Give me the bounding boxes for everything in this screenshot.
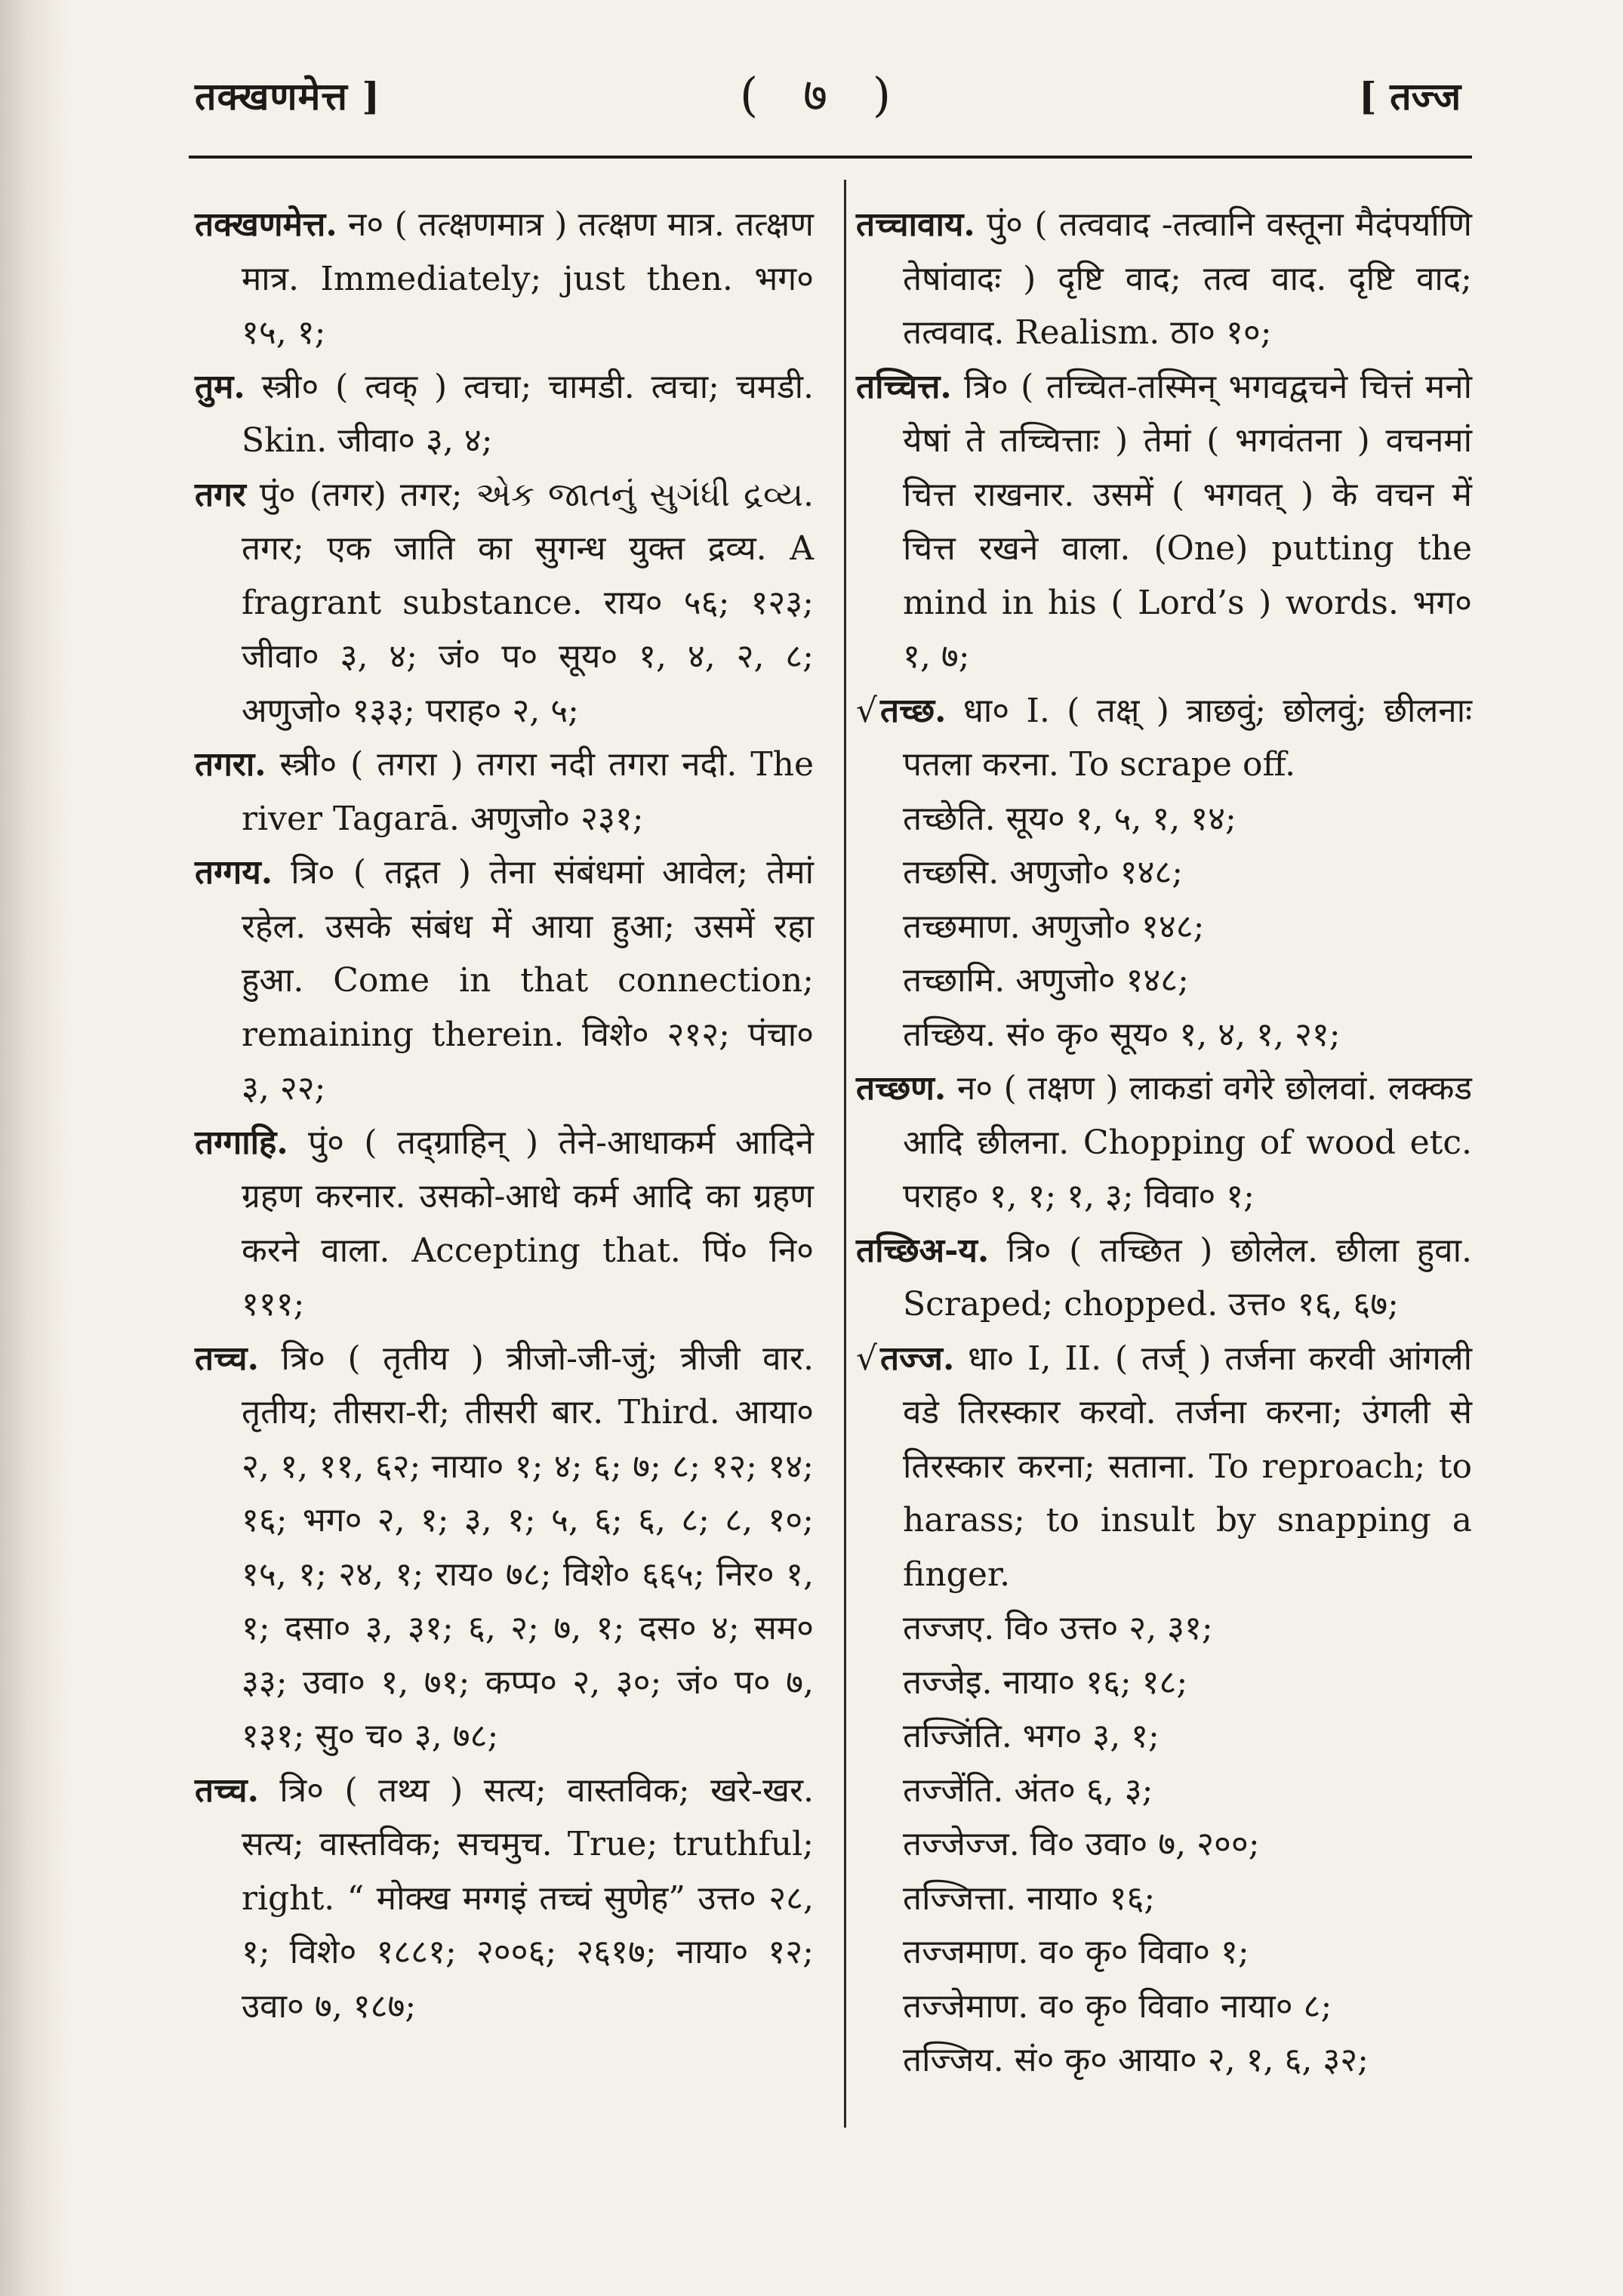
dictionary-entry xyxy=(856,1332,1472,1602)
entry-definition: त्रि० ( तृतीय ) त्रीजो-जी-जुं; त्रीजी वार. तृतीय; तीसरा-री; तीसरी बार. Third. आया० २, १, ११, ६२; नाया० १; ४; ६; ७; ८; १२; १४; १६; भग० २, १; ३, १; ५, ६; ६, ८; ८, १०; १५, १; २४, १; राय० ७८; विशे० ६६५; निर० १, १; दसा० ३, ३१; ६, २; ७, १; दस० ४; सम० ३३; उवा० १, ७१; कप्प० २, ३०; जं० प० ७, १३१; सु० च० ३, ७८; xyxy=(242,1339,814,1755)
entry-definition: पुं० ( तत्ववाद -तत्वानि वस्तूना मैदंपर्याणि तेषांवादः ) दृष्टि वाद; तत्व वाद. दृष्टि वाद; तत्ववाद. Realism. ठा० १०; xyxy=(903,205,1472,352)
entry-definition: त्रि० ( तच्चित-तस्मिन् भगवद्वचने चित्तं मनो येषां ते तच्चित्ताः ) तेमां ( भगवंतना ) वचनमां चित्त राखनार. उसमें ( भगवत् ) के वचन में चित्त रखने वाला. (One) putting the mind in his ( Lord’s ) words. भग० १, ७; xyxy=(903,367,1472,676)
column-divider xyxy=(844,180,846,2128)
dictionary-entry xyxy=(856,1062,1472,1224)
dictionary-entry xyxy=(195,198,814,360)
dictionary-entry xyxy=(856,198,1472,360)
dictionary-entry xyxy=(856,360,1472,684)
entry-definition: त्रि० ( तथ्य ) सत्य; वास्तविक; खरे-खर. सत्य; वास्तविक; सचमुच. True; truthful; right. “ मोक्ख मग्गइं तच्चं सुणेह” उत्त० २८, १; विशे० १८८१; २००६; २६१७; नाया० १२; उवा० ७, १८७; xyxy=(242,1771,814,2026)
right-column xyxy=(856,198,1472,2088)
sub-form: तज्जेइ. नाया० १६; १८; xyxy=(903,1663,1188,1702)
headword: तज्ज. xyxy=(880,1339,955,1378)
headword: तच्चावाय. xyxy=(856,205,975,244)
sub-form: तच्छसि. अणुजो० १४८; xyxy=(903,853,1184,892)
sub-form: तज्जेज्ज. वि० उवा० ७, २००; xyxy=(903,1825,1260,1863)
entry-definition: त्रि० ( तद्गत ) तेना संबंधमां आवेल; तेमां रहेल. उसके संबंध में आया हुआ; उसमें रहा हुआ. Come in that connection; remaining therein. विशे० २१२; पंचा० ३, २२; xyxy=(242,853,814,1108)
sub-form: तच्छेति. सूय० १, ५, १, १४; xyxy=(903,799,1236,838)
headword: तुम. xyxy=(195,367,245,406)
sub-form: तज्जेंति. अंत० ६, ३; xyxy=(903,1771,1153,1810)
sub-form: तच्छमाण. अणुजो० १४८; xyxy=(903,907,1205,946)
headword: तच्छिअ-य. xyxy=(856,1231,990,1270)
sub-form: तच्छिय. सं० कृ० सूय० १, ४, १, २१; xyxy=(903,1015,1341,1054)
sub-form: तज्जिय. सं० कृ० आया० २, १, ६, ३२; xyxy=(903,2041,1369,2079)
header-rule xyxy=(189,156,1472,159)
entry-definition: धा० I. ( तक्ष् ) त्राछवुं; छोलवुं; छीलनाः पतला करना. To scrape off. xyxy=(903,691,1472,784)
left-guide-word: तक्खणमेत्त ] xyxy=(195,74,381,119)
entry-definition: स्त्री० ( त्वक् ) त्वचा; चामडी. त्वचा; चमडी. Skin. जीवा० ३, ४; xyxy=(242,367,814,460)
entry-definition: पुं० ( तद्ग्राहिन् ) तेने-आधाकर्म आदिने ग्रहण करनार. उसको-आधे कर्म आदि का ग्रहण करने वाला. Accepting that. पिं० नि० १११; xyxy=(242,1123,814,1324)
dictionary-entry xyxy=(856,684,1472,792)
running-head xyxy=(0,62,1623,130)
verb-root-check-icon: √ xyxy=(856,1339,878,1378)
sub-form: तज्जेमाण. व० कृ० विवा० नाया० ८; xyxy=(903,1986,1332,2026)
headword: तग्गाहि. xyxy=(195,1123,288,1162)
headword: तच्छण. xyxy=(856,1069,947,1108)
headword: तच्छ. xyxy=(880,691,947,730)
dictionary-entry xyxy=(195,846,814,1116)
dictionary-entry xyxy=(195,1116,814,1332)
headword: तग्गय. xyxy=(195,853,273,892)
dictionary-entry xyxy=(195,468,814,738)
entry-definition: त्रि० ( तच्छित ) छोलेल. छीला हुवा. Scraped; chopped. उत्त० १६, ६७; xyxy=(903,1231,1472,1324)
binding-shadow xyxy=(0,0,68,2296)
entry-definition: पुं० (तगर) तगर; એક જાતનું સુગંધી દ્રવ્ય. तगर; एक जाति का सुगन्ध युक्त द्रव्य. A fragrant substance. राय० ५६; १२३; जीवा० ३, ४; जं० प० सूय० १, ४, २, ८; अणुजो० १३३; पराह० २, ५; xyxy=(242,475,814,730)
headword: तगर xyxy=(195,475,246,514)
sub-form: तज्जित्ता. नाया० १६; xyxy=(903,1878,1156,1918)
sub-form: तच्छामि. अणुजो० १४८; xyxy=(903,961,1189,1000)
verb-root-check-icon: √ xyxy=(856,691,878,730)
headword: तच्चित्त. xyxy=(856,367,952,406)
dictionary-entry xyxy=(195,1764,814,2034)
headword: तच्च. xyxy=(195,1339,259,1378)
sub-form: तज्जमाण. व० कृ० विवा० १; xyxy=(903,1933,1249,1971)
entry-definition: धा० I, II. ( तर्ज् ) तर्जना करवी आंगली वडे तिरस्कार करवो. तर्जना करना; उंगली से तिरस्कार करना; सताना. To reproach; to harass; to insult by snapping a finger. xyxy=(903,1339,1472,1594)
page-number: ( ७ ) xyxy=(740,67,907,122)
entry-definition: न० ( तक्षण ) लाकडां वगेरे छोलवां. लक्कड आदि छीलना. Chopping of wood etc. पराह० १, १; १, ३; विवा० १; xyxy=(903,1069,1472,1216)
headword: तगरा. xyxy=(195,745,266,784)
headword: तक्खणमेत्त. xyxy=(195,205,337,244)
right-guide-word: [ तज्ज xyxy=(1359,74,1461,119)
sub-form: तज्जिंति. भग० ३, १; xyxy=(903,1717,1160,1755)
entry-definition: स्त्री० ( तगरा ) तगरा नदी तगरा नदी. The river Tagarā. अणुजो० २३१; xyxy=(242,745,814,838)
entry-definition: न० ( तत्क्षणमात्र ) तत्क्षण मात्र. तत्क्षण मात्र. Immediately; just then. भग० १५, १; xyxy=(242,205,814,352)
headword: तच्च. xyxy=(195,1771,259,1810)
dictionary-entry xyxy=(856,1224,1472,1332)
left-column xyxy=(195,198,814,2033)
dictionary-entry xyxy=(195,1332,814,1764)
dictionary-entry xyxy=(195,360,814,468)
dictionary-entry xyxy=(195,738,814,846)
sub-form: तज्जए. वि० उत्त० २, ३१; xyxy=(903,1609,1213,1647)
